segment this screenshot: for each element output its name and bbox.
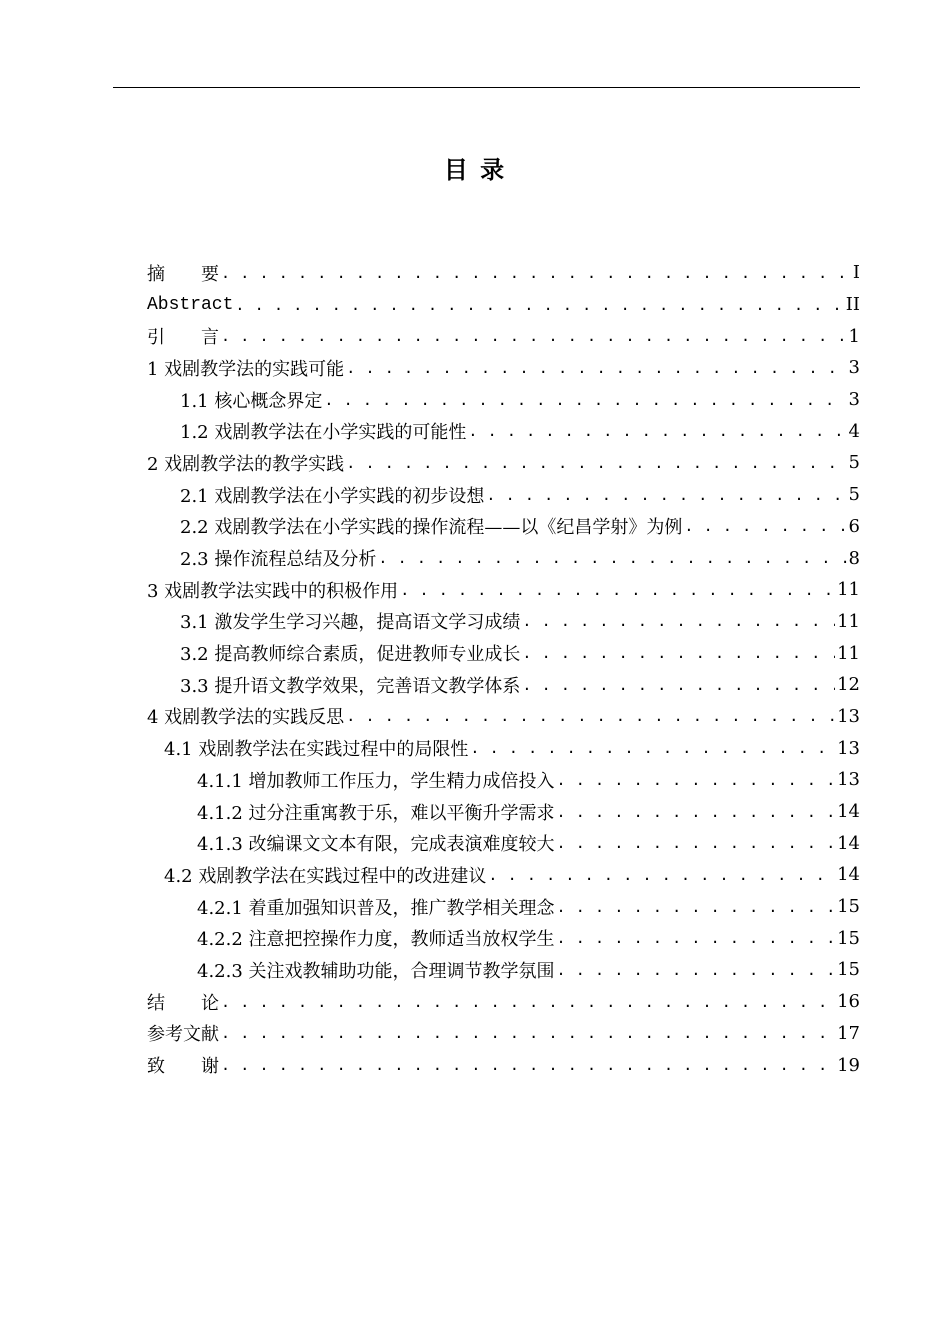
- toc-dot-leader: [557, 958, 836, 982]
- toc-entry-page: 12: [837, 674, 860, 696]
- toc-entry-label: 3.2 提高教师综合素质，促进教师专业成长: [180, 644, 521, 666]
- toc-entry-page: 11: [837, 579, 860, 601]
- toc-dot-leader: [468, 419, 846, 443]
- toc-entry-page: 5: [848, 452, 860, 474]
- toc-entry-label: 4.1.2 过分注重寓教于乐，难以平衡升学需求: [197, 802, 555, 824]
- table-of-contents: [147, 257, 860, 1081]
- toc-entry-page: 1: [848, 325, 860, 347]
- toc-entry-label: 4.2.1 着重加强知识普及，推广教学相关理念: [197, 897, 555, 919]
- toc-entry-page: 14: [837, 801, 860, 823]
- toc-entry[interactable]: [147, 827, 860, 859]
- toc-entry-page: I: [852, 262, 860, 284]
- toc-entry-label: 摘 要: [147, 263, 219, 285]
- toc-entry[interactable]: [147, 796, 860, 828]
- toc-entry[interactable]: [147, 479, 860, 511]
- toc-entry[interactable]: [147, 1049, 860, 1081]
- toc-entry[interactable]: [147, 447, 860, 479]
- toc-entry-label: 4.1.3 改编课文文本有限，完成表演难度较大: [197, 834, 555, 856]
- toc-dot-leader: [488, 863, 835, 887]
- toc-entry-label: 2.3 操作流程总结及分析: [180, 549, 377, 571]
- toc-entry-page: 3: [848, 357, 860, 379]
- toc-entry-page: 13: [837, 705, 860, 727]
- toc-entry[interactable]: [147, 574, 860, 606]
- toc-entry[interactable]: [147, 289, 860, 321]
- toc-entry[interactable]: [147, 415, 860, 447]
- header-rule: [113, 87, 860, 88]
- toc-entry-label: 1.1 核心概念界定: [180, 390, 323, 412]
- toc-dot-leader: [557, 895, 836, 919]
- toc-entry-label: 4.2.3 关注戏教辅助功能，合理调节教学氛围: [197, 960, 555, 982]
- toc-entry-page: 6: [848, 515, 860, 537]
- toc-entry-page: 11: [837, 610, 860, 632]
- toc-entry-page: 13: [837, 737, 860, 759]
- toc-entry-page: 19: [837, 1054, 860, 1076]
- toc-dot-leader: [346, 451, 846, 475]
- toc-entry-page: 17: [837, 1022, 860, 1044]
- toc-dot-leader: [486, 483, 846, 507]
- toc-entry-label: 4 戏剧教学法的实践反思: [147, 707, 345, 729]
- toc-dot-leader: [221, 1021, 835, 1045]
- toc-dot-leader: [684, 514, 846, 538]
- toc-entry-page: 8: [848, 547, 860, 569]
- toc-dot-leader: [470, 736, 835, 760]
- toc-entry-page: 5: [848, 484, 860, 506]
- page-title: 目 录: [443, 155, 507, 184]
- toc-entry-label: 1 戏剧教学法的实践可能: [147, 358, 345, 380]
- toc-entry[interactable]: [147, 954, 860, 986]
- toc-entry-label: 结 论: [147, 992, 219, 1014]
- toc-dot-leader: [221, 1053, 835, 1077]
- toc-entry-page: 16: [837, 991, 860, 1013]
- toc-dot-leader: [522, 673, 835, 697]
- toc-entry[interactable]: [147, 352, 860, 384]
- toc-entry[interactable]: [147, 384, 860, 416]
- toc-entry[interactable]: [147, 764, 860, 796]
- toc-entry-label: 参考文献: [147, 1024, 219, 1046]
- toc-entry-label: 4.1 戏剧教学法在实践过程中的局限性: [164, 739, 469, 761]
- toc-entry-label: 3.3 提升语文教学效果，完善语文教学体系: [180, 675, 521, 697]
- toc-entry-label: 1.2 戏剧教学法在小学实践的可能性: [180, 422, 467, 444]
- toc-entry-label: 致 谢: [147, 1056, 219, 1078]
- toc-entry[interactable]: [147, 606, 860, 638]
- toc-entry-label: 2 戏剧教学法的教学实践: [147, 453, 345, 475]
- toc-dot-leader: [235, 293, 843, 317]
- toc-entry-label: 引 言: [147, 327, 219, 349]
- toc-dot-leader: [221, 261, 851, 285]
- toc-entry-label: 4.2 戏剧教学法在实践过程中的改进建议: [164, 865, 487, 887]
- toc-entry-label: 2.2 戏剧教学法在小学实践的操作流程——以《纪昌学射》为例: [180, 517, 683, 539]
- toc-dot-leader: [346, 704, 835, 728]
- toc-entry[interactable]: [147, 542, 860, 574]
- toc-dot-leader: [221, 324, 847, 348]
- toc-entry-label: 4.2.2 注意把控操作力度，教师适当放权学生: [197, 929, 555, 951]
- toc-entry-page: 15: [837, 896, 860, 918]
- toc-entry-page: 15: [837, 959, 860, 981]
- toc-entry[interactable]: [147, 701, 860, 733]
- toc-entry-page: 4: [848, 420, 860, 442]
- toc-entry[interactable]: [147, 859, 860, 891]
- toc-dot-leader: [557, 926, 836, 950]
- toc-dot-leader: [522, 609, 835, 633]
- toc-dot-leader: [378, 546, 846, 570]
- toc-entry-page: 11: [837, 642, 860, 664]
- toc-entry-page: 3: [848, 389, 860, 411]
- toc-entry[interactable]: [147, 986, 860, 1018]
- toc-entry-label: 2.1 戏剧教学法在小学实践的初步设想: [180, 485, 485, 507]
- toc-entry-page: 15: [837, 927, 860, 949]
- toc-entry[interactable]: [147, 320, 860, 352]
- toc-dot-leader: [557, 800, 836, 824]
- toc-entry[interactable]: [147, 637, 860, 669]
- toc-entry-label: 3.1 激发学生学习兴趣，提高语文学习成绩: [180, 612, 521, 634]
- toc-dot-leader: [346, 356, 846, 380]
- toc-entry-page: 14: [837, 832, 860, 854]
- toc-entry-label: 3 戏剧教学法实践中的积极作用: [147, 580, 399, 602]
- toc-entry-label: Abstract: [147, 294, 234, 315]
- toc-entry[interactable]: [147, 669, 860, 701]
- toc-entry[interactable]: [147, 891, 860, 923]
- toc-dot-leader: [557, 768, 836, 792]
- toc-entry[interactable]: [147, 511, 860, 543]
- toc-dot-leader: [522, 641, 835, 665]
- toc-entry-page: 13: [837, 769, 860, 791]
- toc-dot-leader: [324, 388, 846, 412]
- toc-entry[interactable]: [147, 1018, 860, 1050]
- toc-entry-label: 4.1.1 增加教师工作压力，学生精力成倍投入: [197, 770, 555, 792]
- toc-entry-page: II: [845, 294, 860, 316]
- toc-entry[interactable]: [147, 732, 860, 764]
- toc-dot-leader: [400, 578, 835, 602]
- toc-entry[interactable]: [147, 257, 860, 289]
- toc-dot-leader: [221, 990, 835, 1014]
- toc-entry[interactable]: [147, 922, 860, 954]
- toc-dot-leader: [557, 831, 836, 855]
- toc-entry-page: 14: [837, 864, 860, 886]
